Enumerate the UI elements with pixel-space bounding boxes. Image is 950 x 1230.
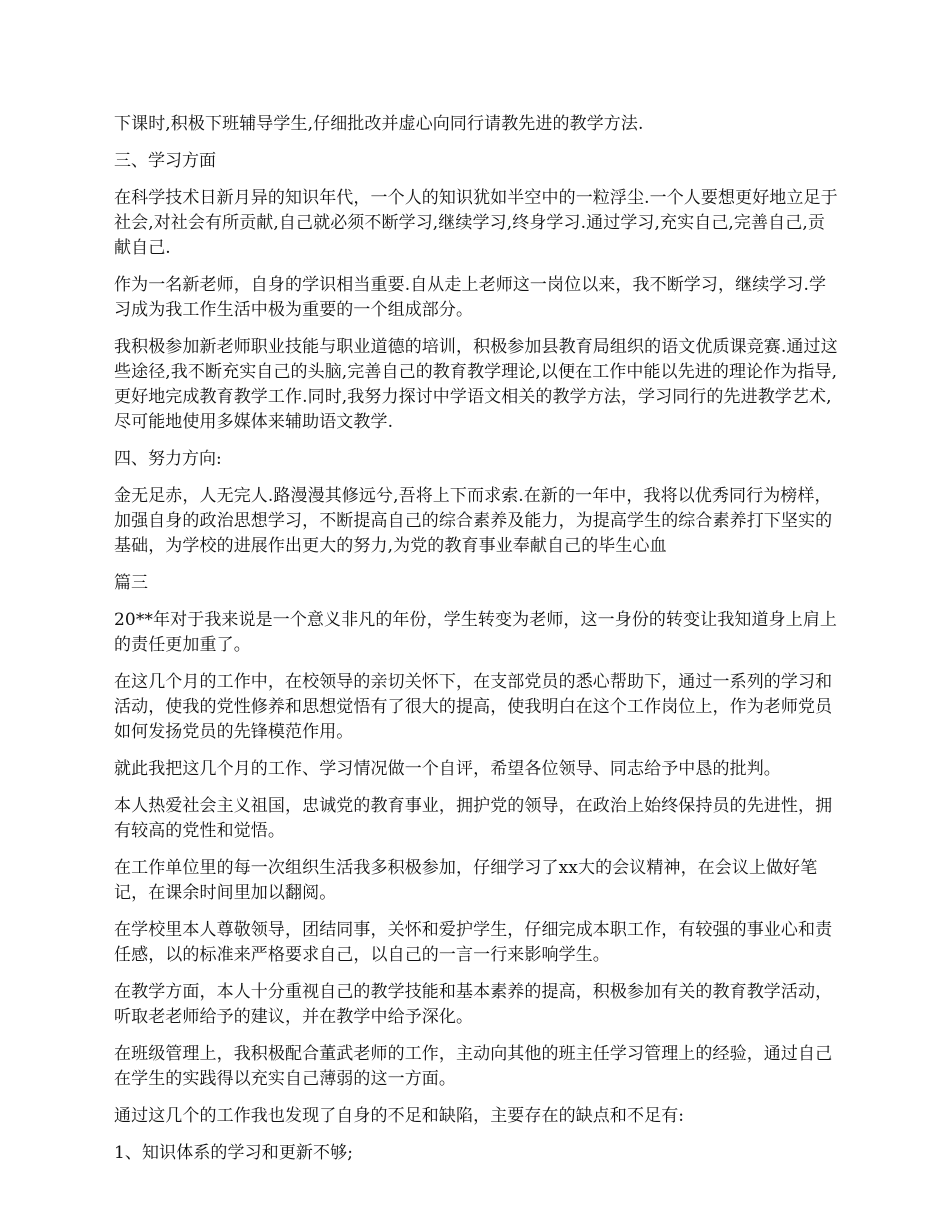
paragraph-knowledge-era: 在科学技术日新月异的知识年代，一个人的知识犹如半空中的一粒浮尘.一个人要想更好地立足于社会,对社会有所贡献,自己就必须不断学习,继续学习,终身学习.通过学习,充实自己,完善自己,贡献自己. xyxy=(114,188,838,258)
paragraph-shortcomings: 通过这几个的工作我也发现了自身的不足和缺陷，主要存在的缺点和不足有: xyxy=(114,1106,685,1126)
document-page xyxy=(114,112,842,1178)
paragraph-patriotism: 本人热爱社会主义祖国，忠诚党的教育事业，拥护党的领导，在政治上始终保持员的先进性，拥有较高的党性和觉悟。 xyxy=(114,796,833,841)
paragraph-months-work: 在这几个月的工作中，在校领导的亲切关怀下，在支部党员的悉心帮助下，通过一系列的学习和活动，使我的党性修养和思想觉悟有了很大的提高，使我明白在这个工作岗位上，作为老师党员如何发扬党员的先锋模范作用。 xyxy=(114,672,833,742)
paragraph-new-teacher: 作为一名新老师，自身的学识相当重要.自从走上老师这一岗位以来，我不断学习，继续学习.学习成为我工作生活中极为重要的一个组成部分。 xyxy=(114,275,827,320)
paragraph-teaching-skills: 在教学方面，本人十分重视自己的教学技能和基本素养的提高，积极参加有关的教育教学活动，听取老老师给予的建议，并在教学中给予深化。 xyxy=(114,982,833,1027)
paragraph-class-management: 在班级管理上，我积极配合董武老师的工作，主动向其他的班主任学习管理上的经验，通过自己在学生的实践得以充实自己薄弱的这一方面。 xyxy=(114,1044,833,1089)
paragraph-organization-life: 在工作单位里的每一次组织生活我多积极参加，仔细学习了xx大的会议精神，在会议上做好笔记，在课余时间里加以翻阅。 xyxy=(114,858,818,903)
list-item-knowledge: 1、知识体系的学习和更新不够; xyxy=(114,1143,354,1163)
section-heading-part-three: 篇三 xyxy=(114,573,148,593)
paragraph-year-meaning: 20**年对于我来说是一个意义非凡的年份，学生转变为老师，这一身份的转变让我知道身上肩上的责任更加重了。 xyxy=(114,610,838,655)
paragraph-school-conduct: 在学校里本人尊敬领导，团结同事，关怀和爱护学生，仔细完成本职工作，有较强的事业心和责任感，以的标准来严格要求自己，以自己的一言一行来影响学生。 xyxy=(114,920,833,965)
paragraph-training: 我积极参加新老师职业技能与职业道德的培训，积极参加县教育局组织的语文优质课竞赛.通过这些途径,我不断充实自己的头脑,完善自己的教育教学理论,以便在工作中能以先进的理论作为指导,更好地完成教育教学工作.同时,我努力探讨中学语文相关的教学方法，学习同行的先进教学艺术,尽可能地使用多媒体来辅助语文教学. xyxy=(114,337,838,432)
section-heading-study: 三、学习方面 xyxy=(114,151,216,171)
paragraph-teaching-methods: 下课时,积极下班辅导学生,仔细批改并虚心向同行请教先进的教学方法. xyxy=(114,114,644,134)
paragraph-self-evaluation: 就此我把这几个月的工作、学习情况做一个自评，希望各位领导、同志给予中恳的批判。 xyxy=(114,759,781,779)
section-heading-direction: 四、努力方向: xyxy=(114,449,222,469)
paragraph-goals: 金无足赤，人无完人.路漫漫其修远兮,吾将上下而求索.在新的一年中，我将以优秀同行为榜样，加强自身的政治思想学习，不断提高自己的综合素养及能力，为提高学生的综合素养打下坚实的基础，为学校的进展作出更大的努力,为党的教育事业奉献自己的毕生心血 xyxy=(114,486,833,556)
